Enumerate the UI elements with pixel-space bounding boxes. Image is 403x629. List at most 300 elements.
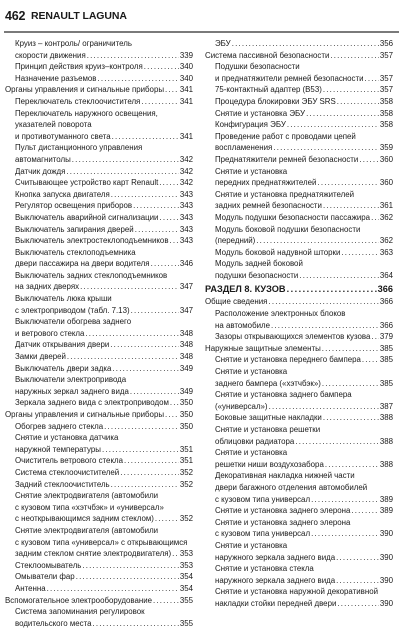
- toc-entry-text: с кузовом типа универсал: [215, 494, 311, 504]
- toc-page-number: 353: [179, 560, 193, 570]
- toc-entry-text: с кузовом типа «универсал» с открывающимся: [15, 537, 188, 547]
- toc-leader-dots: [323, 412, 379, 424]
- toc-page-number: 366: [379, 320, 393, 330]
- toc-entry-text: Снятие и установка: [215, 448, 288, 458]
- toc-entry-text: Снятие и установка: [215, 540, 288, 550]
- toc-page-number: 351: [179, 456, 193, 466]
- toc-entry-text: и противотуманного света: [15, 131, 111, 141]
- toc-subentry: [5, 108, 193, 143]
- toc-leader-dots: [76, 571, 179, 583]
- toc-page-number: 355: [179, 618, 193, 628]
- toc-subentry: [5, 583, 193, 595]
- toc-leader-dots: [232, 38, 379, 50]
- toc-entry-text: Боковые защитные накладки: [215, 413, 322, 423]
- toc-entry-text: Снятие и установка стекла: [215, 564, 314, 574]
- toc-subentry: [205, 447, 393, 470]
- toc-entry-text: Выключатели обогрева заднего: [15, 317, 132, 327]
- toc-entry-text: воспламенения: [215, 143, 273, 153]
- toc-subentry: [205, 84, 393, 96]
- toc-entry-text: водительского места: [15, 618, 92, 628]
- toc-leader-dots: [159, 177, 179, 189]
- toc-entry-text: Система стеклоочистителей: [15, 467, 120, 477]
- toc-entry-text: Модуль боковой подушки безопасности: [215, 224, 361, 234]
- toc-leader-dots: [337, 96, 379, 108]
- toc-leader-dots: [371, 212, 379, 224]
- toc-page-number: 355: [179, 595, 193, 605]
- toc-subentry: [205, 505, 393, 517]
- toc-entry-text: Снятие электродвигателя (автомобили: [15, 491, 159, 501]
- toc-leader-dots: [165, 84, 179, 96]
- toc-leader-dots: [271, 320, 379, 332]
- toc-entry-text: с кузовом типа «хэтчбэк» и «универсал»: [15, 502, 164, 512]
- toc-page-number: 362: [379, 236, 393, 246]
- toc-entry-text: Конфигурация ЭБУ: [215, 120, 286, 130]
- toc-leader-dots: [159, 212, 178, 224]
- toc-leader-dots: [323, 200, 379, 212]
- toc-subentry: [5, 432, 193, 455]
- toc-subentry: [5, 96, 193, 108]
- toc-entry-text: Пульт дистанционного управления: [15, 143, 143, 153]
- toc-subentry: [5, 177, 193, 189]
- toc-page-number: 357: [379, 50, 393, 60]
- toc-entry-text: указателей поворота: [15, 120, 92, 130]
- toc-right-column: [205, 38, 393, 610]
- toc-entry-text: Выключатель запирания дверей: [15, 224, 134, 234]
- toc-page-number: 356: [379, 39, 393, 48]
- toc-page-number: 390: [379, 529, 393, 539]
- toc-entry-text: подушки безопасности: [215, 270, 299, 280]
- toc-leader-dots: [85, 328, 178, 340]
- toc-chapter-entry: [5, 84, 193, 96]
- toc-leader-dots: [295, 436, 379, 448]
- toc-entry-text: Омыватели фар: [15, 572, 75, 582]
- toc-leader-dots: [111, 479, 179, 491]
- toc-entry-text: Выключатель электростеклоподъемников: [15, 236, 169, 246]
- toc-leader-dots: [151, 258, 179, 270]
- toc-page-number: 390: [379, 598, 393, 608]
- toc-subentry: [5, 525, 193, 560]
- toc-page-number: 343: [179, 212, 193, 222]
- toc-page-number: 352: [179, 514, 193, 524]
- toc-page-number: 362: [379, 212, 393, 222]
- toc-leader-dots: [104, 421, 179, 433]
- toc-page-number: 349: [179, 386, 193, 396]
- toc-page-number: 347: [179, 305, 193, 315]
- toc-leader-dots: [80, 281, 179, 293]
- toc-entry-text: наружной температуры: [15, 444, 101, 454]
- toc-leader-dots: [153, 595, 179, 607]
- toc-page-number: 357: [379, 85, 393, 95]
- toc-subentry: [5, 316, 193, 339]
- toc-entry-text: Снятие и установка решетки: [215, 425, 321, 434]
- toc-entry-text: Обогрев заднего стекла: [15, 421, 104, 431]
- toc-entry-text: с неоткрывающимся задним стеклом): [15, 514, 154, 524]
- toc-entry-text: Снятие и установка заднего элерона: [215, 506, 351, 516]
- toc-subentry: [205, 258, 393, 281]
- toc-subentry: [5, 421, 193, 433]
- toc-entry-text: задним стеклом снятие электродвигателя): [15, 549, 172, 559]
- toc-page-number: 361: [379, 201, 393, 211]
- toc-entry-text: Стеклоомыватель: [15, 560, 82, 570]
- toc-page-number: 343: [179, 236, 193, 246]
- toc-page-number: 343: [179, 224, 193, 234]
- toc-entry-text: Снятие и установка датчика: [15, 433, 119, 443]
- toc-entry-text: Очиститель ветрового стекла: [15, 456, 123, 466]
- toc-entry-text: скорости движения: [15, 50, 86, 60]
- toc-subentry: [205, 366, 393, 389]
- toc-subentry: [205, 412, 393, 424]
- toc-page-number: 388: [379, 436, 393, 446]
- toc-entry-text: Снятие и установка заднего элерона: [215, 517, 351, 527]
- toc-leader-dots: [112, 131, 179, 143]
- toc-entry-text: заднего бампера («хэтчбэк»): [215, 378, 321, 388]
- toc-entry-text: на задних дверях: [15, 282, 80, 292]
- toc-entry-text: наружного зеркала заднего вида: [215, 552, 336, 562]
- toc-page-number: 340: [179, 73, 193, 83]
- toc-entry-text: Система пассивной безопасности: [205, 50, 330, 60]
- toc-entry-text: Зазоры открывающихся элементов кузова: [215, 332, 371, 342]
- toc-subentry: [5, 73, 193, 85]
- toc-subentry: [205, 308, 393, 331]
- toc-entry-text: Вспомогательное электрооборудование: [5, 595, 152, 605]
- toc-page-number: 348: [179, 340, 193, 350]
- toc-leader-dots: [102, 444, 179, 456]
- toc-leader-dots: [330, 50, 378, 62]
- toc-page-number: 363: [379, 247, 393, 257]
- toc-leader-dots: [287, 119, 379, 131]
- toc-subentry: [5, 293, 193, 316]
- toc-entry-text: Система запоминания регулировок: [15, 607, 145, 617]
- toc-page-number: 385: [379, 343, 393, 353]
- toc-left-column: [5, 38, 193, 629]
- toc-leader-dots: [337, 598, 378, 610]
- toc-entry-text: на автомобиле: [215, 320, 270, 330]
- toc-page-number: 360: [379, 154, 393, 164]
- toc-chapter-entry: [205, 343, 393, 355]
- toc-page-number: 387: [379, 401, 393, 411]
- toc-page-number: 389: [379, 506, 393, 516]
- toc-entry-text: с кузовом типа универсал: [215, 529, 311, 539]
- toc-leader-dots: [93, 618, 179, 629]
- toc-leader-dots: [72, 154, 179, 166]
- toc-page-number: 354: [179, 583, 193, 593]
- toc-entry-text: Органы управления и сигнальные приборы: [5, 410, 165, 419]
- toc-entry-text: Регулятор освещения приборов: [15, 201, 133, 211]
- toc-subentry: [205, 96, 393, 108]
- toc-subentry: [5, 189, 193, 201]
- toc-subentry: [5, 200, 193, 212]
- toc-leader-dots: [131, 305, 179, 317]
- toc-page-number: 349: [179, 363, 193, 373]
- toc-subentry: [5, 212, 193, 224]
- toc-page-number: 366: [379, 297, 393, 307]
- toc-page-number: 341: [179, 85, 193, 95]
- toc-entry-text: и преднатяжители ремней безопасности: [215, 73, 364, 83]
- toc-subentry: [205, 331, 393, 343]
- toc-subentry: [205, 389, 393, 412]
- toc-subentry: [5, 374, 193, 397]
- toc-subentry: [5, 397, 193, 409]
- toc-entry-text: Выключатель стеклоподъемника: [15, 247, 136, 257]
- toc-subentry: [205, 108, 393, 120]
- toc-leader-dots: [66, 166, 178, 178]
- toc-entry-text: наружного зеркала заднего вида: [215, 575, 336, 585]
- toc-entry-text: с электроприводом (табл. 7.13): [15, 305, 130, 315]
- toc-entry-text: (передний): [215, 236, 256, 246]
- toc-entry-text: Принцип действия круиз–контроля: [15, 62, 143, 72]
- toc-entry-text: задних ремней безопасности: [215, 201, 322, 211]
- toc-leader-dots: [268, 296, 378, 308]
- toc-entry-text: Процедура блокировки ЭБУ SRS: [215, 96, 336, 106]
- toc-page-number: 353: [179, 549, 193, 559]
- toc-entry-text: Выключатель люка крыши: [15, 294, 112, 304]
- toc-entry-text: Снятие и установка ЭБУ: [215, 108, 306, 118]
- toc-subentry: [205, 470, 393, 505]
- toc-subentry: [5, 247, 193, 270]
- toc-entry-text: двери пассажира на двери водителя: [15, 259, 150, 269]
- toc-subentry: [5, 270, 193, 293]
- page-number: 462: [5, 9, 26, 23]
- toc-leader-dots: [317, 177, 378, 189]
- toc-subentry: [5, 606, 193, 629]
- toc-leader-dots: [323, 84, 379, 96]
- toc-entry-text: («универсал»): [215, 401, 268, 411]
- toc-subentry: [5, 142, 193, 165]
- toc-entry-text: накладки стойки передней двери: [215, 598, 337, 608]
- toc-entry-text: Снятие и установка: [215, 166, 288, 176]
- toc-entry-text: автомагнитолы: [15, 154, 71, 164]
- toc-entry-text: Переключатель наружного освещения,: [15, 108, 158, 118]
- toc-page-number: 358: [379, 108, 393, 118]
- toc-entry-text: облицовки радиатора: [215, 436, 295, 446]
- toc-entry-text: Преднатяжители ремней безопасности: [215, 154, 359, 164]
- toc-entry-text: Датчик дождя: [15, 166, 66, 176]
- toc-leader-dots: [322, 378, 379, 390]
- page-header: [0, 0, 403, 34]
- toc-subentry: [205, 189, 393, 212]
- toc-section-heading: [205, 283, 393, 296]
- toc-page-number: 351: [179, 444, 193, 454]
- toc-subentry: [5, 490, 193, 525]
- toc-page-number: 358: [379, 120, 393, 130]
- toc-leader-dots: [336, 575, 379, 587]
- toc-page-number: 348: [179, 328, 193, 338]
- toc-leader-dots: [362, 354, 379, 366]
- toc-page-number: 385: [379, 355, 393, 365]
- toc-subentry: [205, 517, 393, 540]
- toc-page-number: 342: [179, 166, 193, 176]
- toc-subentry: [5, 224, 193, 236]
- toc-subentry: [205, 212, 393, 224]
- toc-leader-dots: [311, 528, 379, 540]
- toc-page-number: 352: [179, 479, 193, 489]
- toc-entry-text: Считывающее устройство карт Renault: [15, 178, 159, 188]
- toc-entry-text: и ветрового стекла: [15, 328, 85, 338]
- toc-entry-text: Снятие и установка переднего бампера: [215, 355, 361, 365]
- toc-entry-text: Кнопка запуска двигателя: [15, 189, 110, 199]
- toc-leader-dots: [47, 583, 179, 595]
- toc-subentry: [205, 119, 393, 131]
- toc-chapter-entry: [205, 296, 393, 308]
- toc-leader-dots: [111, 189, 179, 201]
- toc-page-number: 343: [179, 189, 193, 199]
- toc-page-number: 350: [179, 398, 193, 408]
- toc-page-number: 341: [179, 131, 193, 141]
- toc-page-number: 388: [379, 413, 393, 423]
- toc-leader-dots: [359, 154, 379, 166]
- toc-subentry: [5, 38, 193, 61]
- toc-leader-dots: [87, 50, 179, 62]
- toc-leader-dots: [172, 548, 179, 560]
- toc-leader-dots: [170, 397, 179, 409]
- toc-entry-text: Снятие и установка: [215, 367, 288, 377]
- toc-page-number: 388: [379, 459, 393, 469]
- toc-page-number: 390: [379, 575, 393, 585]
- toc-chapter-entry: [205, 50, 393, 62]
- toc-leader-dots: [306, 108, 379, 120]
- toc-page-number: 357: [379, 73, 393, 83]
- toc-entry-text: Выключатели электропривода: [15, 375, 127, 385]
- toc-entry-text: Наружные защитные элементы: [205, 343, 321, 353]
- toc-leader-dots: [365, 73, 379, 85]
- toc-page-number: 348: [179, 352, 193, 362]
- book-title: RENAULT LAGUNA: [31, 10, 127, 22]
- toc-leader-dots: [112, 363, 178, 375]
- toc-leader-dots: [322, 343, 379, 355]
- toc-entry-text: передних преднатяжителей: [215, 178, 317, 188]
- toc-entry-text: Переключатель стеклоочистителя: [15, 96, 141, 106]
- toc-leader-dots: [371, 331, 378, 343]
- toc-page-number: 341: [179, 96, 193, 106]
- toc-leader-dots: [170, 235, 179, 247]
- toc-subentry: [205, 224, 393, 247]
- toc-leader-dots: [110, 339, 179, 351]
- toc-subentry: [5, 363, 193, 375]
- toc-leader-dots: [273, 142, 379, 154]
- toc-chapter-entry: [5, 409, 193, 421]
- toc-entry-text: Замки дверей: [15, 352, 66, 362]
- toc-leader-dots: [144, 61, 179, 73]
- toc-subentry: [5, 235, 193, 247]
- toc-subentry: [5, 571, 193, 583]
- toc-leader-dots: [67, 351, 179, 363]
- toc-entry-text: Датчик открывания двери: [15, 340, 110, 350]
- toc-page-number: 347: [179, 282, 193, 292]
- toc-leader-dots: [341, 247, 378, 259]
- toc-leader-dots: [141, 96, 179, 108]
- toc-subentry: [5, 467, 193, 479]
- toc-subentry: [205, 166, 393, 189]
- toc-leader-dots: [133, 200, 179, 212]
- toc-subentry: [205, 154, 393, 166]
- toc-entry-text: Общие сведения: [205, 297, 268, 307]
- toc-entry-text: Подушки безопасности: [215, 62, 300, 72]
- toc-page-number: 358: [379, 96, 393, 106]
- toc-page-number: 346: [179, 259, 193, 269]
- toc-leader-dots: [311, 494, 379, 506]
- toc-subentry: [205, 247, 393, 259]
- toc-page-number: 359: [379, 143, 393, 153]
- toc-subentry: [205, 424, 393, 447]
- header-rule: [4, 31, 399, 33]
- toc-leader-dots: [336, 552, 379, 564]
- toc-subentry: [5, 351, 193, 363]
- toc-entry-text: Проведение работ с проводами цепей: [215, 131, 356, 141]
- toc-entry-text: Выключатель двери задка: [15, 363, 112, 373]
- toc-page-number: 340: [179, 62, 193, 72]
- toc-leader-dots: [124, 455, 179, 467]
- toc-page-number: 389: [379, 494, 393, 504]
- toc-leader-dots: [120, 467, 179, 479]
- toc-page-number: 390: [379, 552, 393, 562]
- toc-entry-text: Зеркала заднего вида с электроприводом: [15, 398, 169, 408]
- toc-page-number: 350: [179, 410, 193, 419]
- toc-entry-text: Антенна: [15, 583, 46, 593]
- toc-subentry: [5, 455, 193, 467]
- toc-entry-text: Снятие и установка заднего бампера: [215, 390, 352, 400]
- toc-page-number: 350: [179, 421, 193, 431]
- toc-leader-dots: [287, 283, 377, 296]
- toc-entry-text: Снятие электродвигателя (автомобили: [15, 525, 159, 535]
- toc-leader-dots: [269, 401, 379, 413]
- toc-entry-text: Круиз – контроль/ ограничитель: [15, 39, 132, 48]
- toc-leader-dots: [351, 505, 378, 517]
- toc-page-number: 354: [179, 572, 193, 582]
- toc-subentry: [5, 339, 193, 351]
- toc-leader-dots: [165, 409, 179, 421]
- toc-leader-dots: [135, 224, 179, 236]
- toc-entry-text: Расположение электронных блоков: [215, 309, 346, 319]
- toc-page-number: 342: [179, 178, 193, 188]
- toc-subentry: [5, 479, 193, 491]
- toc-leader-dots: [155, 513, 179, 525]
- toc-page-number: 366: [377, 284, 393, 295]
- toc-leader-dots: [130, 386, 179, 398]
- toc-subentry: [205, 354, 393, 366]
- toc-page-number: 339: [179, 50, 193, 60]
- toc-subentry: [5, 61, 193, 73]
- toc-page-number: 343: [179, 201, 193, 211]
- toc-entry-text: Модуль боковой надувной шторки: [215, 247, 341, 257]
- toc-entry-text: Задний стеклоочиститель: [15, 479, 110, 489]
- toc-entry-text: Выключатель аварийной сигнализации: [15, 212, 159, 222]
- toc-entry-text: ЭБУ: [215, 39, 231, 48]
- toc-entry-text: РАЗДЕЛ 8. КУЗОВ: [205, 284, 286, 295]
- toc-page-number: 360: [379, 178, 393, 188]
- toc-entry-text: Органы управления и сигнальные приборы: [5, 85, 165, 95]
- toc-entry-text: Декоративная накладка нижней части: [215, 471, 355, 481]
- toc-entry-text: Снятие и установка преднатяжителей: [215, 189, 355, 199]
- toc-page-number: 342: [179, 154, 193, 164]
- toc-entry-text: Модуль подушки безопасности пассажира: [215, 212, 371, 222]
- toc-leader-dots: [256, 235, 379, 247]
- toc-leader-dots: [98, 73, 179, 85]
- toc-entry-text: 75-контактный адаптер (B53): [215, 85, 322, 95]
- toc-entry-text: наружных зеркал заднего вида: [15, 386, 129, 396]
- toc-chapter-entry: [5, 595, 193, 607]
- toc-subentry: [205, 563, 393, 586]
- toc-page-number: 379: [379, 332, 393, 342]
- toc-entry-text: Модуль задней боковой: [215, 259, 303, 269]
- toc-page-number: 385: [379, 378, 393, 388]
- toc-entry-text: Выключатель задних стеклоподъемников: [15, 270, 168, 280]
- toc-subentry: [5, 166, 193, 178]
- toc-subentry: [205, 131, 393, 154]
- toc-page-number: 352: [179, 467, 193, 477]
- toc-page-number: 364: [379, 270, 393, 280]
- toc-entry-text: Снятие и установка наружной декоративной: [215, 587, 378, 597]
- toc-subentry: [205, 61, 393, 84]
